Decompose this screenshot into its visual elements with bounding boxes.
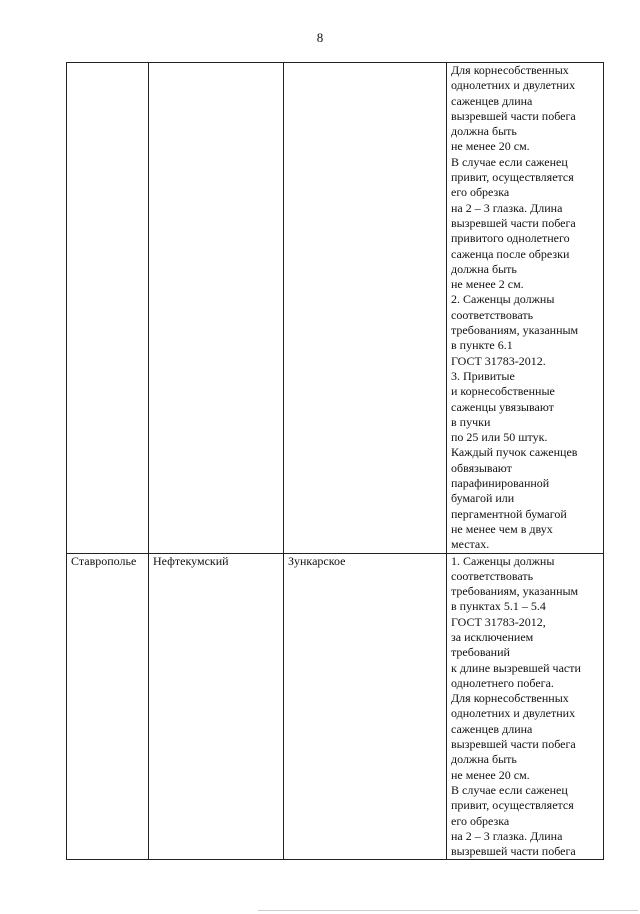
region-cell — [67, 63, 149, 554]
locality-cell — [284, 63, 447, 554]
table-row — [67, 63, 604, 554]
page-number: 8 — [316, 30, 324, 45]
table-row — [67, 553, 604, 860]
district-cell: Нефтекумский — [149, 553, 284, 860]
district-cell — [149, 63, 284, 554]
requirements-cell: 1. Саженцы должны соответствовать требованиям, указанным в пунктах 5.1 – 5.4 ГОСТ 31783-2012, за исключением требований к длине вызревшей части однолетнего побега. Для корнесобственных однолетних и двулетних саженцев длина вызревшей части побега должна быть не менее 20 см. В случае если саженец привит, осуществляется его обрезка на 2 – 3 глазка. Длина вызревшей части побега — [447, 553, 604, 860]
scan-artifact-line — [258, 910, 638, 911]
requirements-table — [66, 62, 604, 860]
locality-cell: Зункарское — [284, 553, 447, 860]
requirements-cell: Для корнесобственных однолетних и двулетних саженцев длина вызревшей части побега должна быть не менее 20 см. В случае если саженец привит, осуществляется его обрезка на 2 – 3 глазка. Длина вызревшей части побега привитого однолетнего саженца после обрезки должна быть не менее 2 см. 2. Саженцы должны соответствовать требованиям, указанным в пункте 6.1 ГОСТ 31783-2012. 3. Привитые и корнесобственные саженцы увязывают в пучки по 25 или 50 штук. Каждый пучок саженцев обвязывают парафинированной бумагой или пергаментной бумагой не менее чем в двух местах. — [447, 63, 604, 554]
region-cell: Ставрополье — [67, 553, 149, 860]
